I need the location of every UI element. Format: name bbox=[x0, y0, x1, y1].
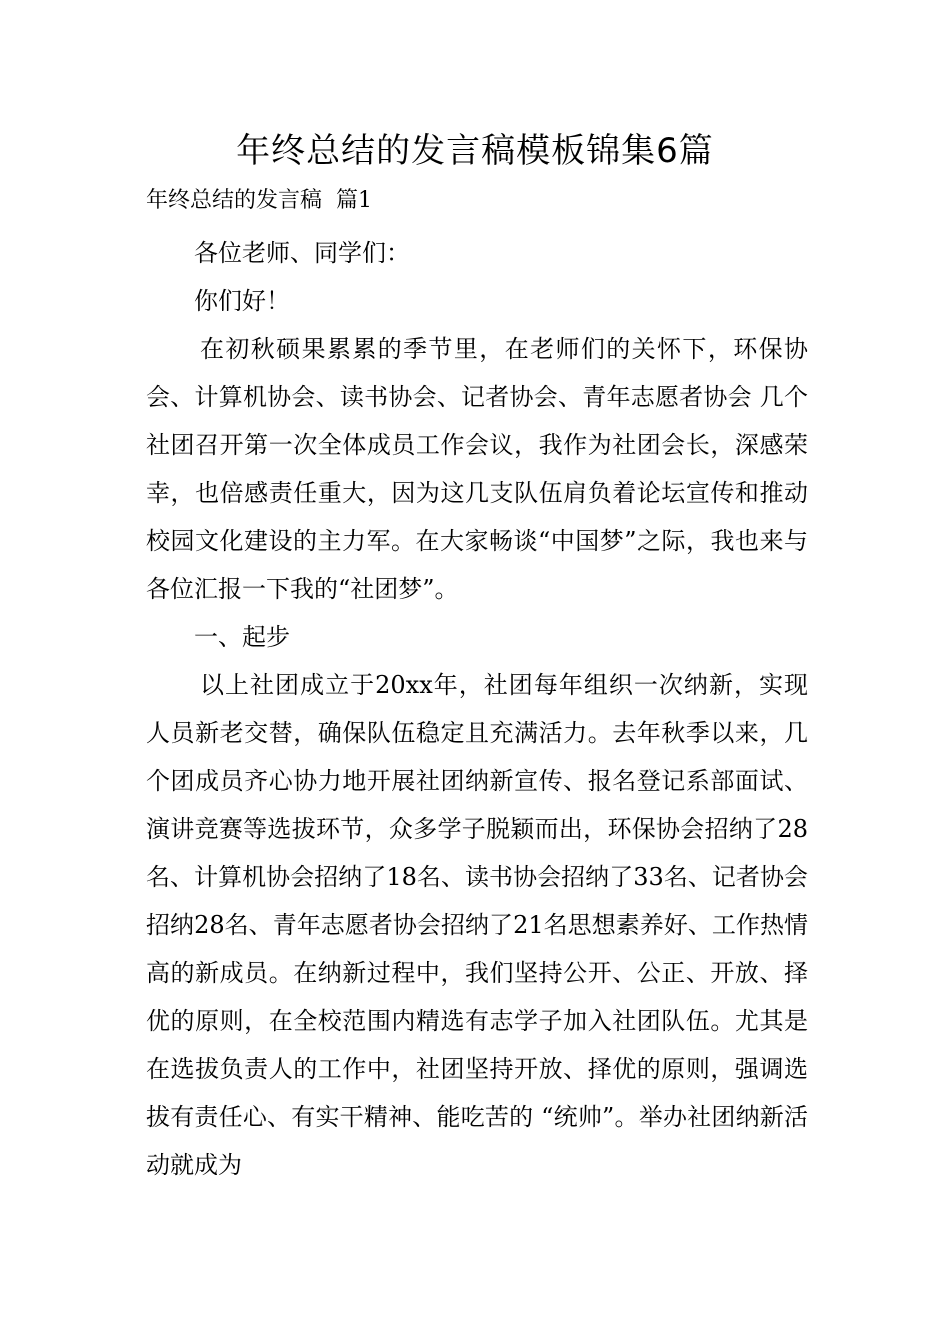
salutation-paragraph: 各位老师、同学们： bbox=[194, 239, 410, 267]
document-title: 年终总结的发言稿模板锦集6篇 bbox=[236, 131, 714, 171]
intro-paragraph: 在初秋硕果累累的季节里，在老师们的关怀下，环保协会、计算机协会、读书协会、记者协会、青年志愿者协会 几个社团召开第一次全体成员工作会议，我作为社团会长，深感荣幸，也倍感责任重大，因为这几支队伍肩负着论坛宣传和推动校园文化建设的主力军。在大家畅谈“中国梦”之际，我也来与各位汇报一下我的“社团梦”。 bbox=[146, 335, 808, 603]
section-paragraph: 以上社团成立于20xx年，社团每年组织一次纳新，实现人员新老交替，确保队伍稳定且充满活力。去年秋季以来，几个团成员齐心协力地开展社团纳新宣传、报名登记系部面试、演讲竞赛等选拔环节，众多学子脱颖而出，环保协会招纳了28名、计算机协会招纳了18名、读书协会招纳了33名、记者协会招纳28名、青年志愿者协会招纳了21名思想素养好、工作热情高的新成员。在纳新过程中，我们坚持公开、公正、开放、择优的原则，在全校范围内精选有志学子加入社团队伍。尤其是在选拔负责人的工作中，社团坚持开放、择优的原则，强调选拔有责任心、有实干精神、能吃苦的 “统帅”。举办社团纳新活动就成为 bbox=[146, 671, 808, 1179]
greeting-paragraph: 你们好！ bbox=[194, 287, 290, 315]
document-subtitle: 年终总结的发言稿 篇1 bbox=[146, 188, 372, 213]
document-body bbox=[146, 229, 808, 1189]
section-heading: 一、起步 bbox=[194, 623, 290, 651]
